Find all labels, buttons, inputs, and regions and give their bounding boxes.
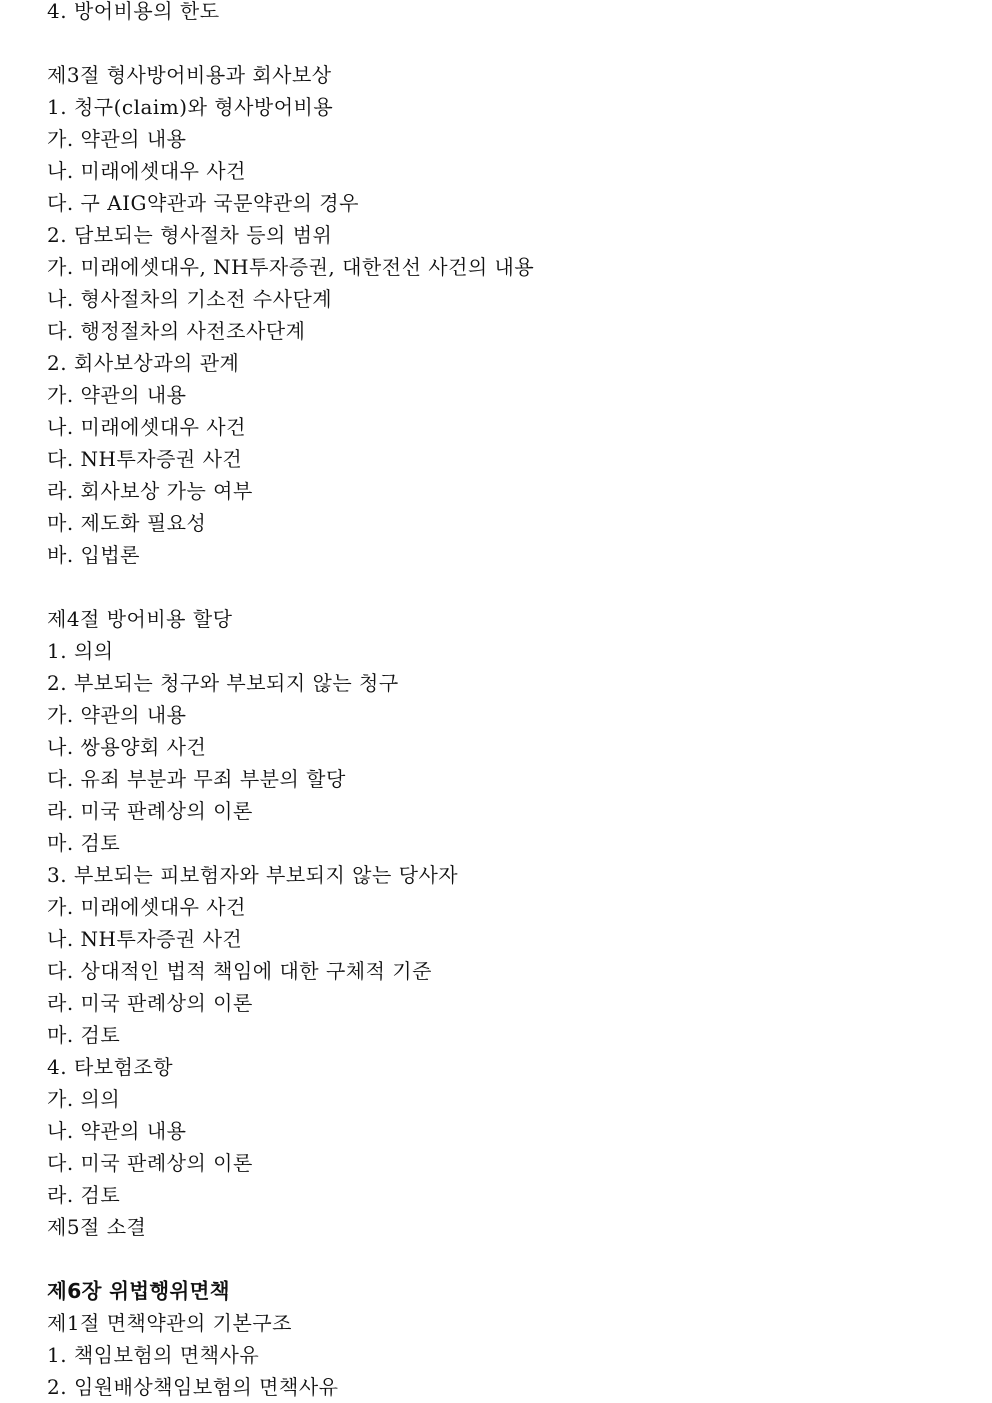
section-heading: 제5절 소결 <box>47 1215 147 1239</box>
toc-item: 2. 담보되는 형사절차 등의 범위 <box>47 223 333 247</box>
section-heading: 제1절 면책약관의 기본구조 <box>47 1311 292 1335</box>
section-heading: 제4절 방어비용 할당 <box>47 607 233 631</box>
toc-item: 1. 청구(claim)와 형사방어비용 <box>47 95 334 119</box>
toc-item: 다. 유죄 부분과 무죄 부분의 할당 <box>47 767 346 791</box>
toc-item: 2. 부보되는 청구와 부보되지 않는 청구 <box>47 671 399 695</box>
toc-item: 다. 상대적인 법적 책임에 대한 구체적 기준 <box>47 959 432 983</box>
toc-item: 다. 미국 판례상의 이론 <box>47 1151 253 1175</box>
toc-item: 라. 검토 <box>47 1183 121 1207</box>
toc-item: 나. 약관의 내용 <box>47 1119 187 1143</box>
toc-item: 다. 행정절차의 사전조사단계 <box>47 319 306 343</box>
toc-item: 2. 임원배상책임보험의 면책사유 <box>47 1375 339 1399</box>
toc-item: 다. NH투자증권 사건 <box>47 447 243 471</box>
toc-item: 가. 약관의 내용 <box>47 127 187 151</box>
toc-item: 가. 미래에셋대우 사건 <box>47 895 246 919</box>
toc-item: 나. 형사절차의 기소전 수사단계 <box>47 287 333 311</box>
toc-item: 3. 부보되는 피보험자와 부보되지 않는 당사자 <box>47 863 459 887</box>
toc-item: 라. 미국 판례상의 이론 <box>47 799 253 823</box>
toc-item: 라. 회사보상 가능 여부 <box>47 479 253 503</box>
toc-item: 마. 검토 <box>47 1023 121 1047</box>
toc-item: 1. 책임보험의 면책사유 <box>47 1343 260 1367</box>
toc-item: 바. 입법론 <box>47 543 140 567</box>
toc-item: 가. 미래에셋대우, NH투자증권, 대한전선 사건의 내용 <box>47 255 535 279</box>
toc-item: 마. 제도화 필요성 <box>47 511 207 535</box>
blank-line <box>47 571 947 603</box>
toc-item: 4. 타보험조항 <box>47 1055 174 1079</box>
section-heading: 제3절 형사방어비용과 회사보상 <box>47 63 332 87</box>
toc-item: 나. NH투자증권 사건 <box>47 927 243 951</box>
toc-item: 나. 미래에셋대우 사건 <box>47 159 246 183</box>
table-of-contents <box>47 0 947 1403</box>
toc-item: 라. 미국 판례상의 이론 <box>47 991 253 1015</box>
chapter-heading: 제6장 위법행위면책 <box>47 1279 230 1303</box>
toc-item: 마. 검토 <box>47 831 121 855</box>
toc-item: 가. 의의 <box>47 1087 121 1111</box>
toc-item: 4. 방어비용의 한도 <box>47 0 220 23</box>
toc-item: 가. 약관의 내용 <box>47 383 187 407</box>
blank-line <box>47 1243 947 1275</box>
toc-item: 2. 회사보상과의 관계 <box>47 351 240 375</box>
toc-item: 나. 쌍용양회 사건 <box>47 735 207 759</box>
toc-item: 가. 약관의 내용 <box>47 703 187 727</box>
toc-item: 다. 구 AIG약관과 국문약관의 경우 <box>47 191 359 215</box>
blank-line <box>47 27 947 59</box>
toc-item: 나. 미래에셋대우 사건 <box>47 415 246 439</box>
toc-item: 1. 의의 <box>47 639 114 663</box>
